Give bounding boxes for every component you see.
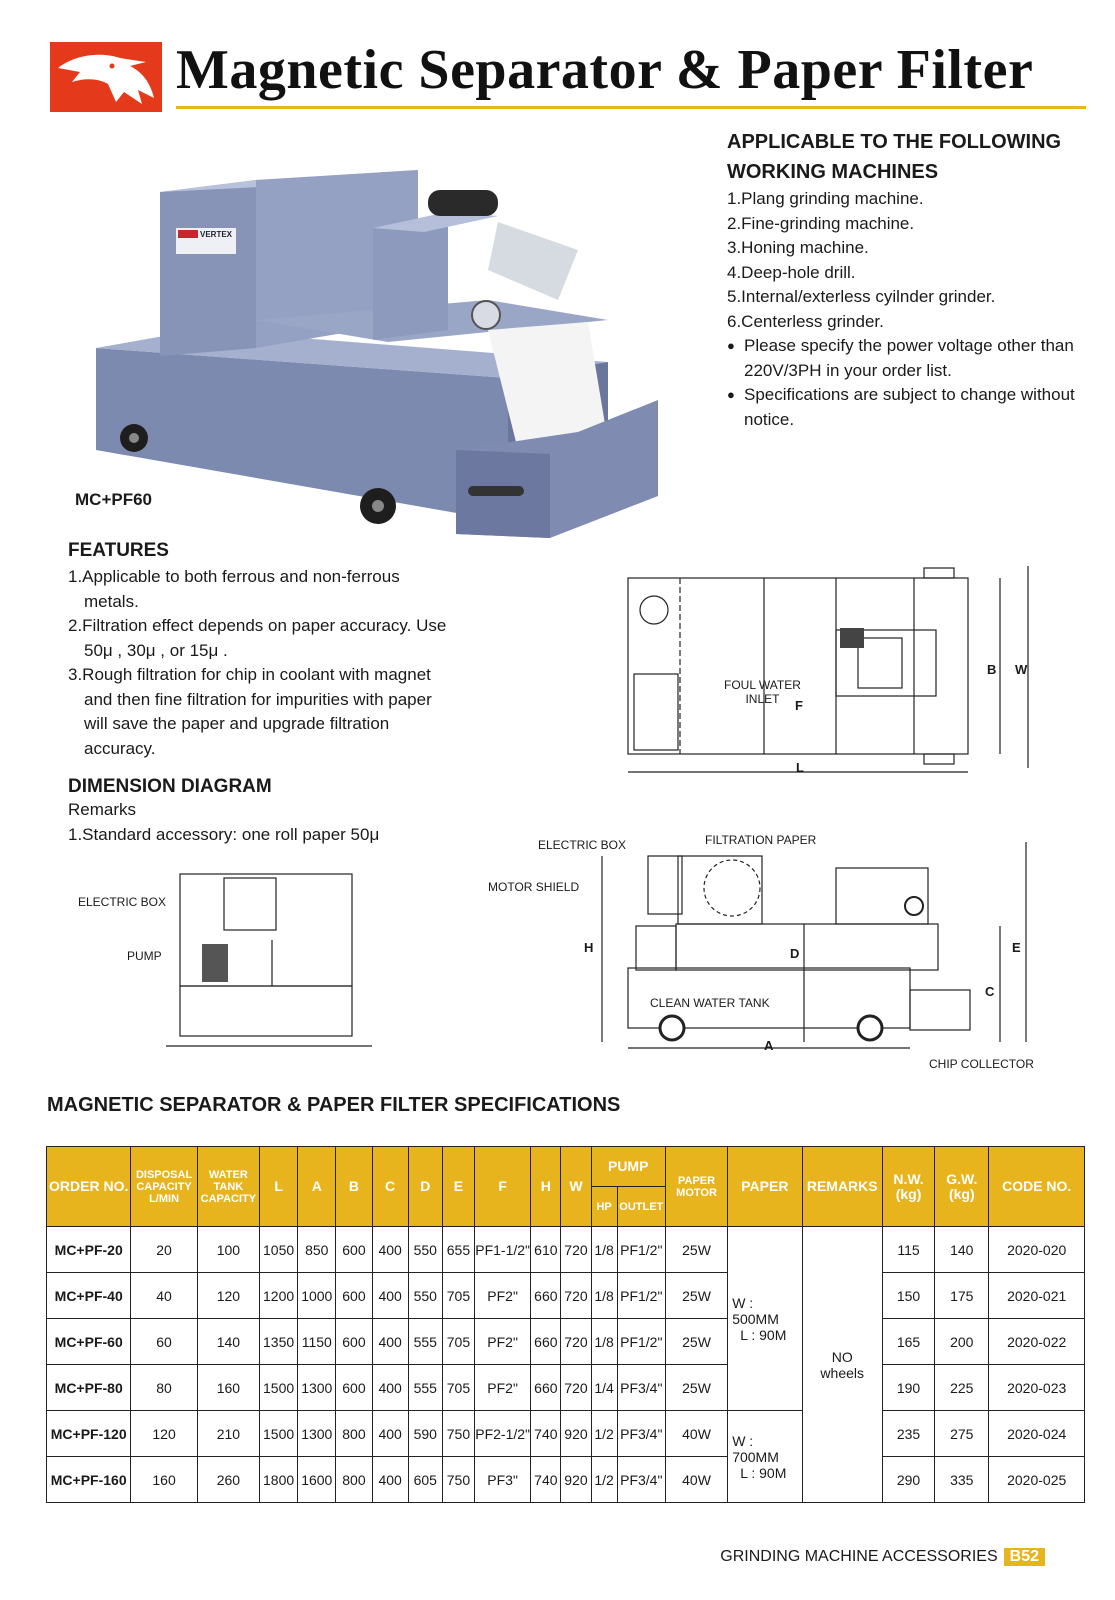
list-item: 1.Applicable to both ferrous and non-ferrous metals. — [68, 567, 400, 611]
col-l: L — [260, 1147, 298, 1227]
list-item: 4.Deep-hole drill. — [727, 262, 856, 282]
cell-order: MC+PF-120 — [47, 1411, 131, 1457]
cell-l: 1500 — [260, 1365, 298, 1411]
applicable-section — [727, 127, 1087, 432]
table-row — [47, 1365, 1085, 1411]
cell-b: 600 — [336, 1273, 372, 1319]
footer-text: GRINDING MACHINE ACCESSORIES — [720, 1548, 998, 1565]
top-view-diagram — [620, 558, 1050, 780]
table-row — [47, 1319, 1085, 1365]
cell-nw: 115 — [882, 1227, 934, 1273]
cell-disposal: 120 — [131, 1411, 197, 1457]
col-b: B — [336, 1147, 372, 1227]
cell-water: 160 — [197, 1365, 259, 1411]
cell-f: PF2-1/2" — [475, 1411, 531, 1457]
cell-outlet: PF3/4" — [617, 1365, 665, 1411]
product-photo — [88, 150, 678, 550]
cell-f: PF2" — [475, 1319, 531, 1365]
applicable-heading-1: APPLICABLE TO THE FOLLOWING — [727, 131, 1062, 153]
list-item: 2.Fine-grinding machine. — [727, 213, 915, 233]
dim-w-label: W — [1015, 662, 1028, 677]
dim-a-label: A — [764, 1038, 774, 1053]
table-row — [47, 1227, 1085, 1273]
cell-water: 210 — [197, 1411, 259, 1457]
cell-h: 740 — [531, 1457, 561, 1503]
cell-code: 2020-020 — [989, 1227, 1085, 1273]
col-disposal: DISPOSAL CAPACITY L/MIN — [131, 1147, 197, 1227]
cell-gw: 200 — [935, 1319, 989, 1365]
cell-outlet: PF1/2" — [617, 1273, 665, 1319]
cell-hp: 1/4 — [591, 1365, 617, 1411]
cell-d: 550 — [408, 1273, 442, 1319]
cell-h: 660 — [531, 1365, 561, 1411]
electric-box-label-front: ELECTRIC BOX — [538, 838, 627, 852]
cell-disposal: 60 — [131, 1319, 197, 1365]
cell-f: PF1-1/2" — [475, 1227, 531, 1273]
cell-w: 720 — [561, 1273, 591, 1319]
cell-code: 2020-023 — [989, 1365, 1085, 1411]
cell-disposal: 80 — [131, 1365, 197, 1411]
cell-w: 720 — [561, 1319, 591, 1365]
cell-nw: 190 — [882, 1365, 934, 1411]
cell-l: 1500 — [260, 1411, 298, 1457]
cell-f: PF2" — [475, 1365, 531, 1411]
cell-remarks: NO wheels — [802, 1227, 882, 1503]
cell-code: 2020-025 — [989, 1457, 1085, 1503]
note-item: ● Specifications are subject to change without notice. — [727, 383, 1087, 432]
cell-motor: 25W — [665, 1273, 727, 1319]
col-code: CODE NO. — [989, 1147, 1085, 1227]
dim-d-label: D — [790, 946, 800, 961]
cell-disposal: 160 — [131, 1457, 197, 1503]
cell-f: PF3" — [475, 1457, 531, 1503]
cell-hp: 1/8 — [591, 1227, 617, 1273]
col-f: F — [475, 1147, 531, 1227]
table-row — [47, 1411, 1085, 1457]
cell-h: 660 — [531, 1319, 561, 1365]
page-number-badge: B52 — [1004, 1548, 1045, 1566]
cell-motor: 40W — [665, 1457, 727, 1503]
cell-order: MC+PF-60 — [47, 1319, 131, 1365]
dim-h-label: H — [584, 940, 594, 955]
cell-b: 800 — [336, 1411, 372, 1457]
cell-code: 2020-021 — [989, 1273, 1085, 1319]
cell-nw: 165 — [882, 1319, 934, 1365]
cell-b: 600 — [336, 1365, 372, 1411]
spec-heading: MAGNETIC SEPARATOR & PAPER FILTER SPECIFICATIONS — [47, 1094, 621, 1116]
page-title: Magnetic Separator & Paper Filter — [176, 39, 1034, 101]
cell-c: 400 — [372, 1273, 408, 1319]
cell-code: 2020-024 — [989, 1411, 1085, 1457]
cell-a: 1300 — [298, 1411, 336, 1457]
col-gw: G.W. (kg) — [935, 1147, 989, 1227]
dim-b-label: B — [987, 662, 997, 677]
dimension-heading: DIMENSION DIAGRAM — [68, 776, 272, 797]
cell-motor: 40W — [665, 1411, 727, 1457]
cell-h: 740 — [531, 1411, 561, 1457]
svg-text:VERTEX: VERTEX — [200, 230, 233, 239]
col-remarks: REMARKS — [802, 1147, 882, 1227]
cell-c: 400 — [372, 1227, 408, 1273]
cell-a: 1000 — [298, 1273, 336, 1319]
electric-box-label-left: ELECTRIC BOX — [78, 895, 167, 909]
cell-w: 920 — [561, 1457, 591, 1503]
cell-hp: 1/2 — [591, 1411, 617, 1457]
list-item: 1.Plang grinding machine. — [727, 189, 924, 208]
cell-motor: 25W — [665, 1227, 727, 1273]
col-order: ORDER NO. — [47, 1147, 131, 1227]
cell-h: 610 — [531, 1227, 561, 1273]
cell-nw: 235 — [882, 1411, 934, 1457]
cell-e: 655 — [442, 1227, 474, 1273]
cell-l: 1200 — [260, 1273, 298, 1319]
col-a: A — [298, 1147, 336, 1227]
cell-d: 590 — [408, 1411, 442, 1457]
col-h: H — [531, 1147, 561, 1227]
cell-water: 100 — [197, 1227, 259, 1273]
cell-e: 750 — [442, 1457, 474, 1503]
cell-e: 705 — [442, 1319, 474, 1365]
spec-table — [46, 1146, 1085, 1503]
cell-hp: 1/8 — [591, 1273, 617, 1319]
cell-d: 555 — [408, 1365, 442, 1411]
remarks-label: Remarks — [68, 800, 137, 819]
cell-b: 600 — [336, 1227, 372, 1273]
cell-code: 2020-022 — [989, 1319, 1085, 1365]
cell-a: 850 — [298, 1227, 336, 1273]
cell-d: 605 — [408, 1457, 442, 1503]
dim-e-label: E — [1012, 940, 1021, 955]
motor-shield-label: MOTOR SHIELD — [488, 880, 580, 894]
table-row — [47, 1273, 1085, 1319]
cell-gw: 335 — [935, 1457, 989, 1503]
cell-disposal: 20 — [131, 1227, 197, 1273]
cell-h: 660 — [531, 1273, 561, 1319]
cell-outlet: PF1/2" — [617, 1227, 665, 1273]
col-pump: PUMP — [591, 1147, 665, 1187]
cell-order: MC+PF-40 — [47, 1273, 131, 1319]
col-e: E — [442, 1147, 474, 1227]
photo-caption: MC+PF60 — [75, 490, 152, 509]
cell-nw: 150 — [882, 1273, 934, 1319]
cell-motor: 25W — [665, 1365, 727, 1411]
dim-c-label: C — [985, 984, 995, 999]
col-nw: N.W. (kg) — [882, 1147, 934, 1227]
applicable-heading-2: WORKING MACHINES — [727, 161, 939, 183]
dim-f-label: F — [795, 698, 803, 713]
cell-b: 800 — [336, 1457, 372, 1503]
cell-gw: 175 — [935, 1273, 989, 1319]
cell-c: 400 — [372, 1411, 408, 1457]
header-row — [47, 1147, 1085, 1187]
list-item: 6.Centerless grinder. — [727, 311, 884, 331]
cell-outlet: PF1/2" — [617, 1319, 665, 1365]
cell-d: 555 — [408, 1319, 442, 1365]
note-item: ● Please specify the power voltage other than 220V/3PH in your order list. — [727, 334, 1087, 383]
cell-e: 705 — [442, 1365, 474, 1411]
cell-nw: 290 — [882, 1457, 934, 1503]
eagle-icon — [50, 42, 162, 112]
list-item: 2.Filtration effect depends on paper accuracy. Use 50μ , 30μ , or 15μ . — [68, 616, 447, 660]
list-item: 3.Honing machine. — [727, 238, 869, 257]
col-hp: HP — [591, 1187, 617, 1227]
clean-water-tank-label: CLEAN WATER TANK — [650, 996, 770, 1010]
cell-w: 720 — [561, 1227, 591, 1273]
side-view-diagram — [160, 870, 376, 1064]
cell-e: 705 — [442, 1273, 474, 1319]
cell-gw: 225 — [935, 1365, 989, 1411]
cell-disposal: 40 — [131, 1273, 197, 1319]
foul-water-label: FOUL WATER INLET — [724, 678, 801, 706]
title-underline — [176, 106, 1086, 109]
features-list — [68, 565, 458, 761]
cell-hp: 1/8 — [591, 1319, 617, 1365]
cell-e: 750 — [442, 1411, 474, 1457]
applicable-notes — [727, 334, 1087, 432]
pump-label: PUMP — [127, 949, 162, 963]
brand-logo — [50, 42, 162, 112]
cell-water: 140 — [197, 1319, 259, 1365]
cell-gw: 275 — [935, 1411, 989, 1457]
brand-plate-icon — [178, 230, 198, 238]
front-view-diagram — [584, 832, 1044, 1064]
cell-a: 1150 — [298, 1319, 336, 1365]
cell-w: 920 — [561, 1411, 591, 1457]
cell-order: MC+PF-20 — [47, 1227, 131, 1273]
col-d: D — [408, 1147, 442, 1227]
applicable-list — [727, 187, 1087, 334]
cell-l: 1350 — [260, 1319, 298, 1365]
cell-motor: 25W — [665, 1319, 727, 1365]
list-item: 3.Rough filtration for chip in coolant with magnet and then fine filtration for impurities with paper will save the paper and upgrade filtration accuracy. — [68, 665, 432, 758]
cell-c: 400 — [372, 1319, 408, 1365]
col-c: C — [372, 1147, 408, 1227]
footer — [720, 1548, 1045, 1566]
table-row — [47, 1457, 1085, 1503]
remark-item: 1.Standard accessory: one roll paper 50μ — [68, 824, 380, 844]
filtration-paper-label: FILTRATION PAPER — [705, 833, 817, 847]
dim-l-label: L — [796, 760, 804, 775]
cell-water: 260 — [197, 1457, 259, 1503]
cell-paper-group-2: W : 700MM L : 90M — [728, 1411, 802, 1503]
cell-outlet: PF3/4" — [617, 1411, 665, 1457]
cell-d: 550 — [408, 1227, 442, 1273]
list-item: 5.Internal/exterless cyilnder grinder. — [727, 287, 996, 306]
cell-a: 1600 — [298, 1457, 336, 1503]
features-heading: FEATURES — [68, 540, 169, 561]
cell-w: 720 — [561, 1365, 591, 1411]
col-w: W — [561, 1147, 591, 1227]
cell-outlet: PF3/4" — [617, 1457, 665, 1503]
features-section — [68, 540, 458, 761]
col-paper: PAPER — [728, 1147, 802, 1227]
col-water: WATER TANK CAPACITY — [197, 1147, 259, 1227]
cell-l: 1800 — [260, 1457, 298, 1503]
cell-gw: 140 — [935, 1227, 989, 1273]
col-outlet: OUTLET — [617, 1187, 665, 1227]
cell-c: 400 — [372, 1457, 408, 1503]
cell-hp: 1/2 — [591, 1457, 617, 1503]
cell-f: PF2" — [475, 1273, 531, 1319]
dimension-section — [68, 776, 468, 847]
cell-a: 1300 — [298, 1365, 336, 1411]
cell-order: MC+PF-80 — [47, 1365, 131, 1411]
cell-water: 120 — [197, 1273, 259, 1319]
col-paper-motor: PAPER MOTOR — [665, 1147, 727, 1227]
chip-collector-label: CHIP COLLECTOR — [929, 1057, 1034, 1071]
cell-l: 1050 — [260, 1227, 298, 1273]
cell-order: MC+PF-160 — [47, 1457, 131, 1503]
cell-b: 600 — [336, 1319, 372, 1365]
cell-paper-group-1: W : 500MM L : 90M — [728, 1227, 802, 1411]
cell-c: 400 — [372, 1365, 408, 1411]
